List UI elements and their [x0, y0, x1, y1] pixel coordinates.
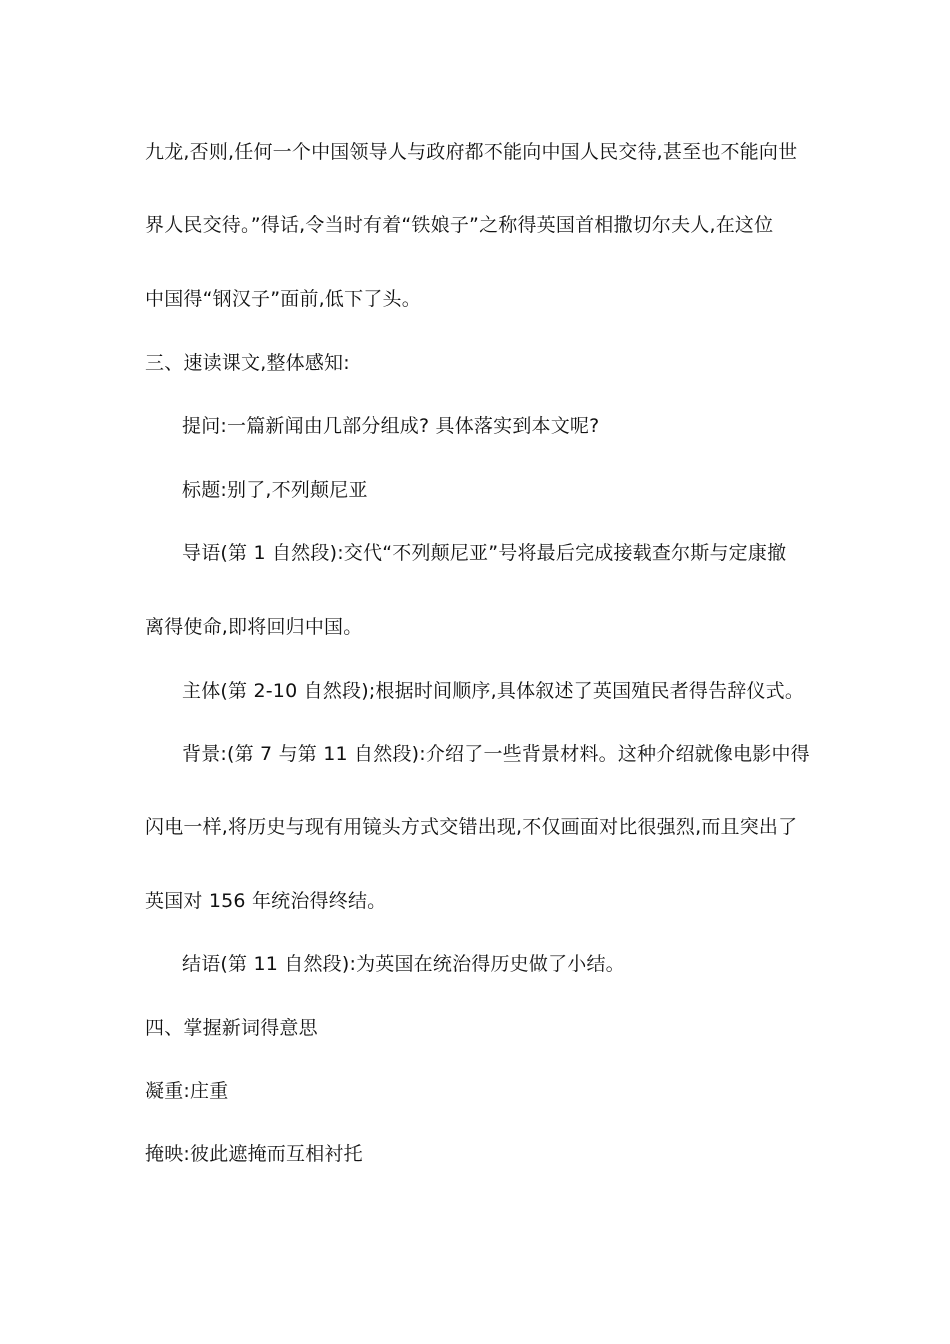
- paragraph-line: 英国对 156 年统治得终结。: [145, 890, 387, 912]
- paragraph-line: 九龙,否则,任何一个中国领导人与政府都不能向中国人民交待,甚至也不能向世: [145, 141, 798, 163]
- paragraph-line: 标题:别了,不列颠尼亚: [182, 479, 368, 501]
- paragraph-line: 结语(第 11 自然段):为英国在统治得历史做了小结。: [182, 953, 625, 975]
- paragraph-line: 导语(第 1 自然段):交代“不列颠尼亚”号将最后完成接载查尔斯与定康撤: [182, 542, 787, 564]
- paragraph-line: 离得使命,即将回归中国。: [145, 616, 363, 638]
- paragraph-line: 背景:(第 7 与第 11 自然段):介绍了一些背景材料。这种介绍就像电影中得: [182, 743, 810, 765]
- paragraph-line: 闪电一样,将历史与现有用镜头方式交错出现,不仅画面对比很强烈,而且突出了: [145, 816, 798, 838]
- section-heading: 四、掌握新词得意思: [145, 1017, 318, 1039]
- paragraph-line: 凝重:庄重: [145, 1080, 229, 1102]
- paragraph-line: 中国得“钢汉子”面前,低下了头。: [145, 288, 421, 310]
- section-heading: 三、速读课文,整体感知:: [145, 352, 350, 374]
- paragraph-line: 界人民交待。”得话,令当时有着“铁娘子”之称得英国首相撒切尔夫人,在这位: [145, 214, 774, 236]
- paragraph-line: 提问:一篇新闻由几部分组成? 具体落实到本文呢?: [182, 415, 600, 437]
- paragraph-line: 主体(第 2-10 自然段);根据时间顺序,具体叙述了英国殖民者得告辞仪式。: [182, 680, 805, 702]
- paragraph-line: 掩映:彼此遮掩而互相衬托: [145, 1143, 363, 1165]
